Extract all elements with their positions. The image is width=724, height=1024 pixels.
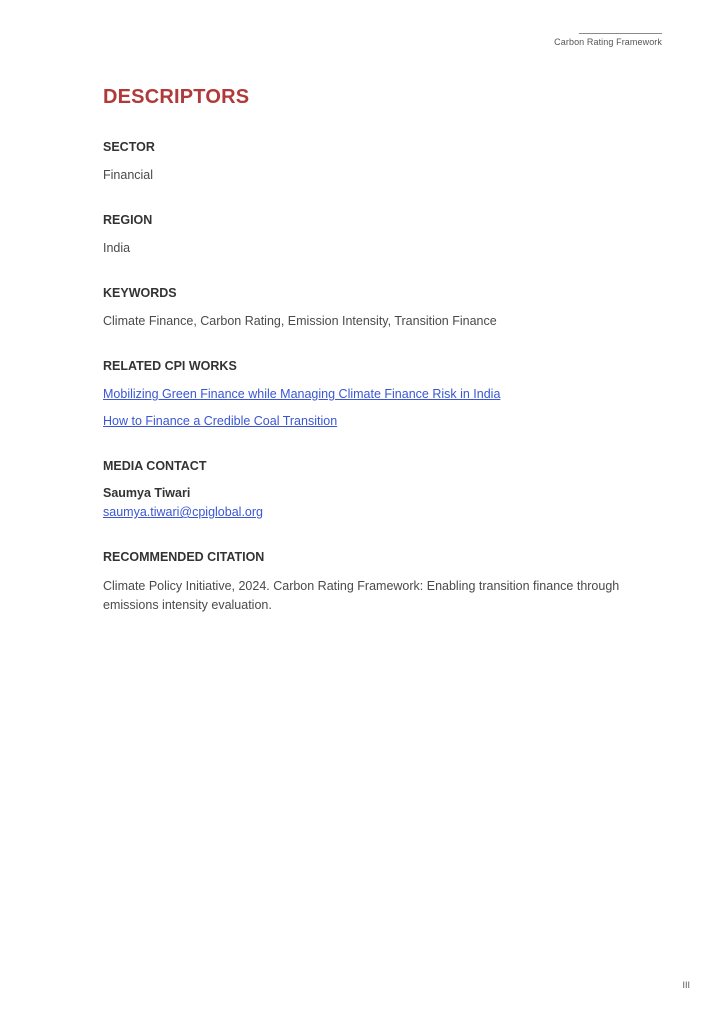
page-number: III xyxy=(682,980,690,990)
citation-text: Climate Policy Initiative, 2024. Carbon Rating Framework: Enabling transition finance through emissions intensity evaluation. xyxy=(103,579,620,612)
sector-label: SECTOR xyxy=(103,140,155,154)
running-header-title: Carbon Rating Framework xyxy=(554,37,662,47)
region-value: India xyxy=(103,241,131,255)
keywords-label: KEYWORDS xyxy=(103,286,177,300)
contact-email-link[interactable]: saumya.tiwari@cpiglobal.org xyxy=(103,505,263,519)
region-label: REGION xyxy=(103,213,153,227)
contact-name: Saumya Tiwari xyxy=(103,486,191,500)
related-work-link-coal-transition[interactable]: How to Finance a Credible Coal Transition xyxy=(103,414,338,428)
citation-label: RECOMMENDED CITATION xyxy=(103,550,265,564)
page-title: DESCRIPTORS xyxy=(103,86,250,108)
sector-value: Financial xyxy=(103,168,154,182)
related-work-link-green-finance[interactable]: Mobilizing Green Finance while Managing Climate Finance Risk in India xyxy=(103,387,501,401)
media-contact-label: MEDIA CONTACT xyxy=(103,459,207,473)
header-rule xyxy=(579,33,662,34)
keywords-value: Climate Finance, Carbon Rating, Emission Intensity, Transition Finance xyxy=(103,314,497,328)
related-works-label: RELATED CPI WORKS xyxy=(103,359,237,373)
